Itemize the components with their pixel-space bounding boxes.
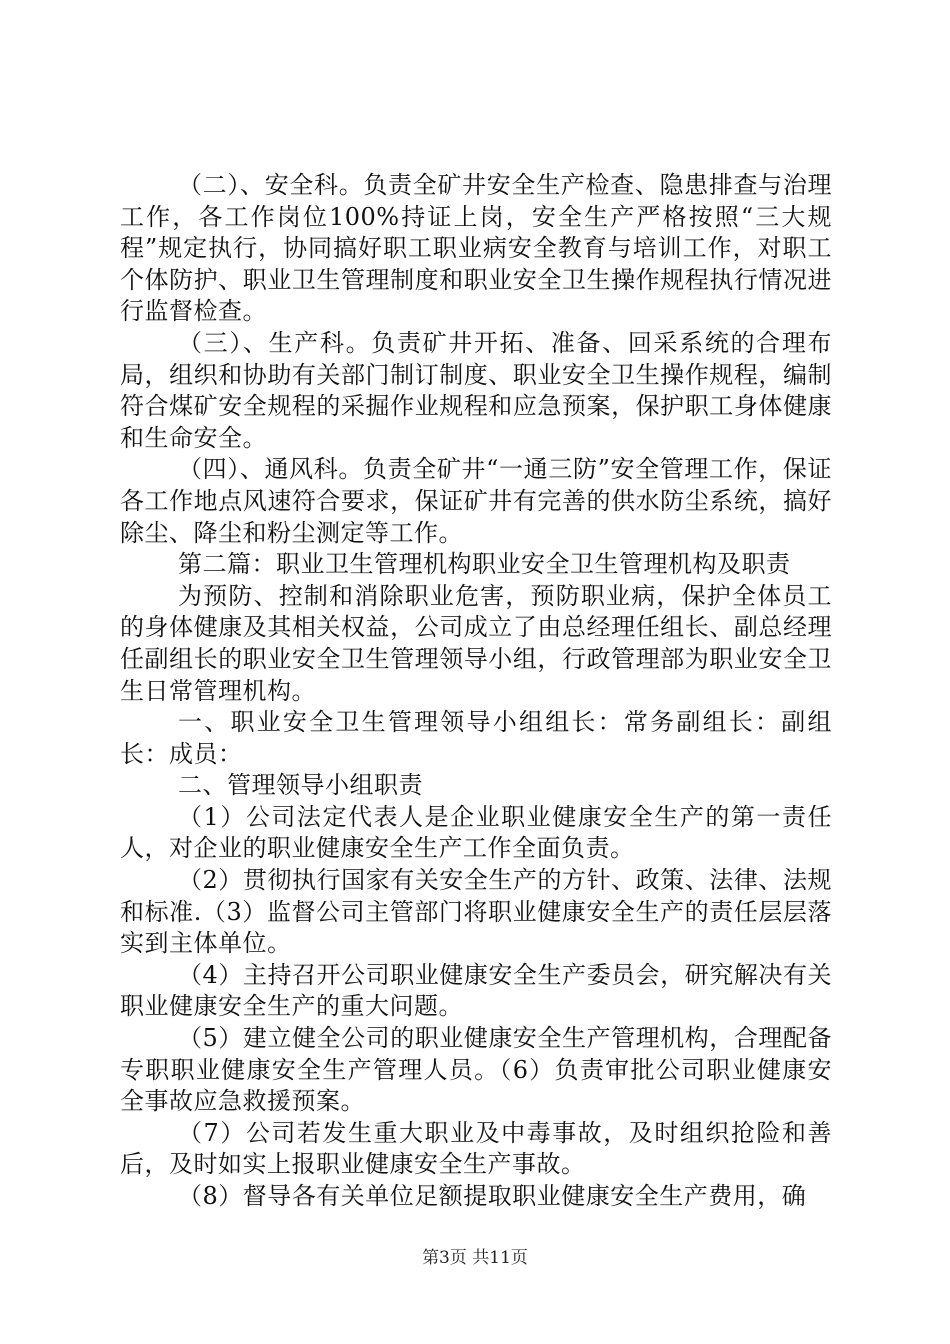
paragraph-duty-5-6: （5）建立健全公司的职业健康安全生产管理机构，合理配备专职职业健康安全生产管理人员。（6）负责审批公司职业健康安全事故应急救援预案。	[120, 1024, 832, 1116]
paragraph-duty-2-3: （2）贯彻执行国家有关安全生产的方针、政策、法律、法规和标准.（3）监督公司主管部门将职业健康安全生产的责任层层落实到主体单位。	[120, 866, 832, 958]
paragraph-duty-7: （7）公司若发生重大职业及中毒事故，及时组织抢险和善后，及时如实上报职业健康安全生产事故。	[120, 1118, 832, 1179]
paragraph-ventilation-dept: （四）、通风科。负责全矿井“一通三防”安全管理工作，保证各工作地点风速符合要求，保证矿井有完善的供水防尘系统，搞好除尘、降尘和粉尘测定等工作。	[120, 455, 832, 547]
paragraph-group-duties-heading: 二、管理领导小组职责	[178, 771, 423, 800]
paragraph-leadership-group: 一、职业安全卫生管理领导小组组长：常务副组长：副组长：成员：	[120, 708, 832, 768]
paragraph-intro: 为预防、控制和消除职业危害，预防职业病，保护全体员工的身体健康及其相关权益，公司成立了由总经理任组长、副总经理任副组长的职业安全卫生管理领导小组，行政管理部为职业安全卫生日常管理机构。	[120, 581, 832, 705]
section-heading-part-two: 第二篇：职业卫生管理机构职业安全卫生管理机构及职责	[178, 550, 791, 579]
paragraph-duty-8: （8）督导各有关单位足额提取职业健康安全生产费用，确	[178, 1182, 807, 1210]
paragraph-duty-4: （4）主持召开公司职业健康安全生产委员会，研究解决有关职业健康安全生产的重大问题。	[120, 960, 832, 1021]
page-number-footer: 第3页 共11页	[422, 1248, 528, 1268]
paragraph-duty-1: （1）公司法定代表人是企业职业健康安全生产的第一责任人，对企业的职业健康安全生产工作全面负责。	[120, 802, 832, 863]
document-body	[120, 170, 832, 1213]
paragraph-production-dept: （三）、生产科。负责矿井开拓、准备、回采系统的合理布局，组织和协助有关部门制订制度、职业安全卫生操作规程，编制符合煤矿安全规程的采掘作业规程和应急预案，保护职工身体健康和生命安全。	[120, 328, 832, 452]
paragraph-safety-dept: （二）、安全科。负责全矿井安全生产检查、隐患排查与治理工作，各工作岗位100%持证上岗，安全生产严格按照“三大规程”规定执行，协同搞好职工职业病安全教育与培训工作，对职工个体防护、职业卫生管理制度和职业安全卫生操作规程执行情况进行监督检查。	[120, 171, 832, 326]
